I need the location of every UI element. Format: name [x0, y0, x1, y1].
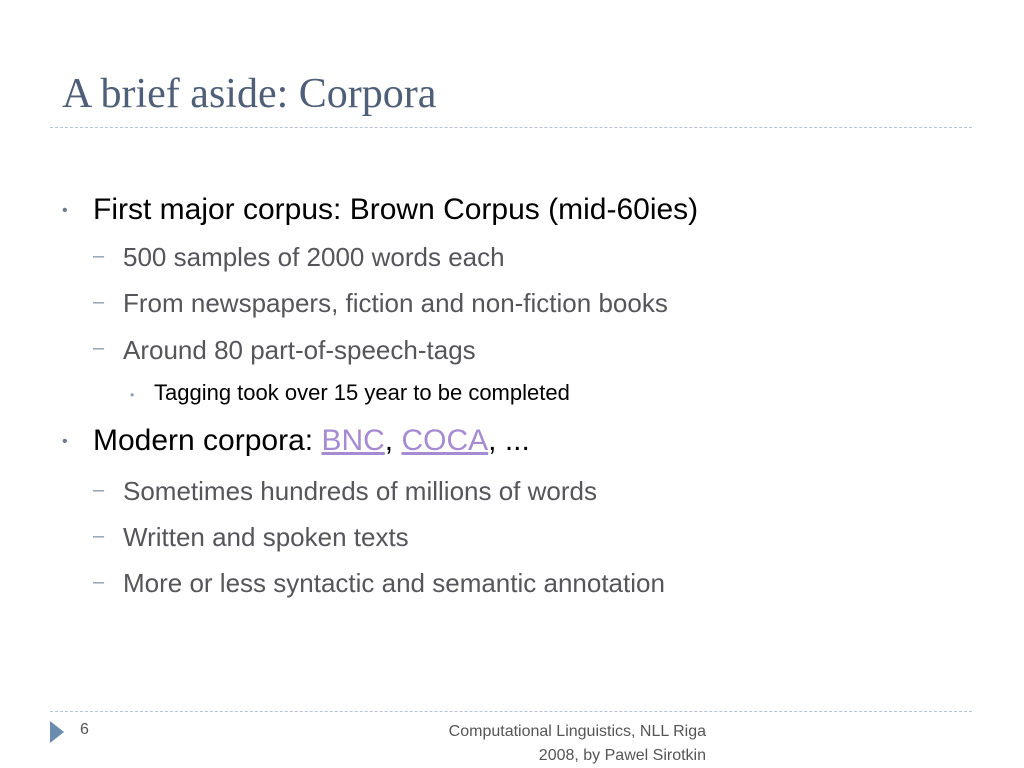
footer-credit	[346, 720, 706, 768]
sub-bullet-annotation: More or less syntactic and semantic annotation	[123, 568, 665, 598]
bnc-link[interactable]: BNC	[321, 424, 385, 457]
dash-marker: –	[93, 571, 105, 593]
bullet-modern-corpora	[93, 426, 530, 456]
bullet-marker: •	[62, 202, 68, 219]
sub-bullet-samples: 500 samples of 2000 words each	[123, 242, 505, 272]
sub-bullet-size: Sometimes hundreds of millions of words	[123, 476, 597, 506]
page-number: 6	[80, 721, 89, 738]
slide-title: A brief aside: Corpora	[62, 71, 437, 117]
sub-bullet-sources: From newspapers, fiction and non-fiction books	[123, 288, 668, 318]
dash-marker: –	[93, 291, 105, 313]
footer-divider	[50, 711, 972, 712]
bullet-marker: •	[130, 388, 135, 402]
sub-bullet-pos-tags: Around 80 part-of-speech-tags	[123, 335, 476, 365]
ellipsis: , ...	[488, 424, 530, 457]
footer-line-1: Computational Linguistics, NLL Riga	[448, 723, 706, 740]
footer-line-2: 2008, by Pawel Sirotkin	[538, 747, 706, 764]
coca-link[interactable]: COCA	[401, 424, 489, 457]
dash-marker: –	[93, 525, 105, 547]
dash-marker: –	[93, 479, 105, 501]
modern-corpora-label: Modern corpora:	[93, 424, 322, 457]
separator: ,	[384, 424, 402, 457]
title-divider	[50, 127, 972, 128]
dash-marker: –	[93, 337, 105, 359]
bullet-first-major-corpus: First major corpus: Brown Corpus (mid-60ies)	[93, 193, 699, 226]
bullet-marker: •	[62, 433, 68, 450]
dash-marker: –	[93, 245, 105, 267]
triangle-right-icon	[50, 721, 64, 743]
sub-sub-bullet-tagging: Tagging took over 15 year to be completed	[154, 380, 570, 405]
sub-bullet-text-types: Written and spoken texts	[123, 522, 409, 552]
